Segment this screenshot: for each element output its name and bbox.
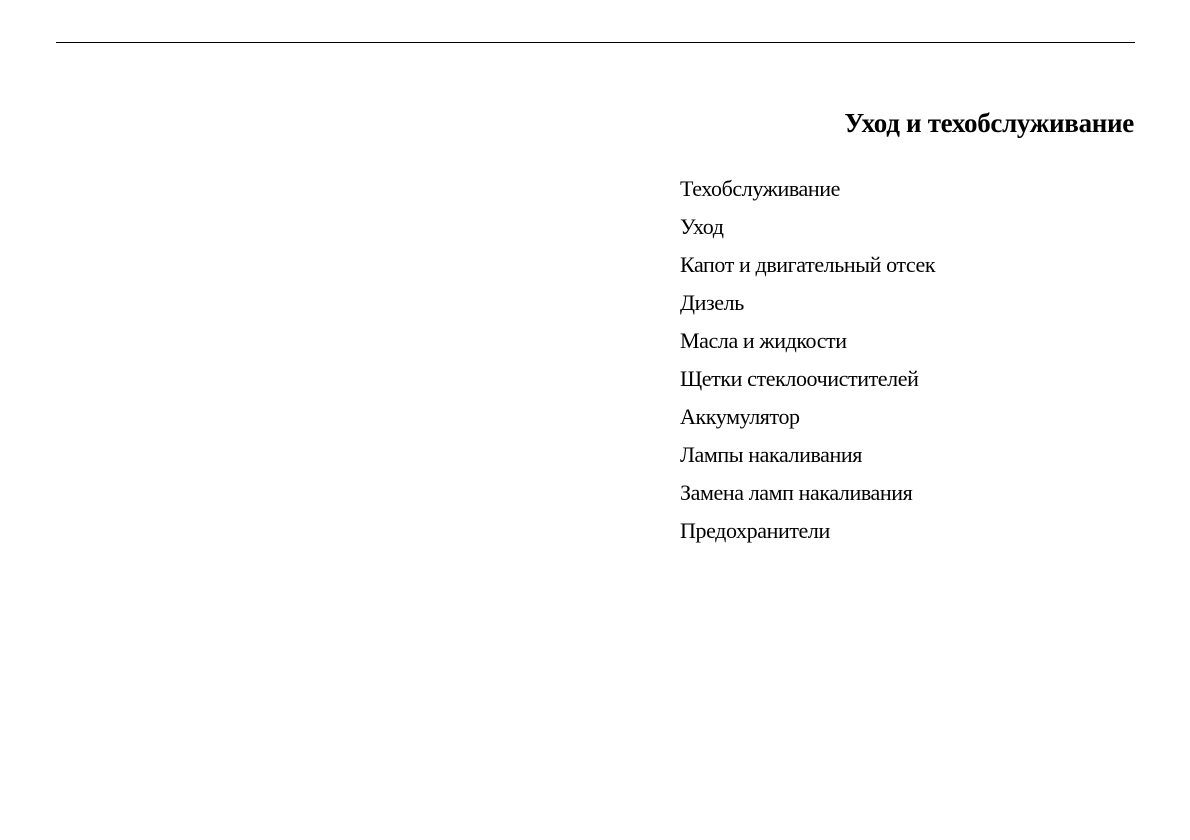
- toc-item-bulbs[interactable]: Лампы накаливания: [680, 442, 862, 467]
- toc-item-battery[interactable]: Аккумулятор: [680, 404, 800, 429]
- toc-item-bulb-replacement[interactable]: Замена ламп накаливания: [680, 480, 913, 505]
- toc-item-oils-fluids[interactable]: Масла и жидкости: [680, 328, 847, 353]
- header-divider: [56, 42, 1135, 43]
- toc-item-wiper-blades[interactable]: Щетки стеклоочистителей: [680, 366, 919, 391]
- toc-item-diesel[interactable]: Дизель: [680, 290, 744, 315]
- table-of-contents: [680, 174, 935, 554]
- section-title: Уход и техобслуживание: [844, 108, 1134, 138]
- toc-item-maintenance[interactable]: Техобслуживание: [680, 176, 841, 201]
- toc-item-fuses[interactable]: Предохранители: [680, 518, 830, 543]
- toc-item-care[interactable]: Уход: [680, 214, 724, 239]
- toc-item-hood-engine-bay[interactable]: Капот и двигательный отсек: [680, 252, 936, 277]
